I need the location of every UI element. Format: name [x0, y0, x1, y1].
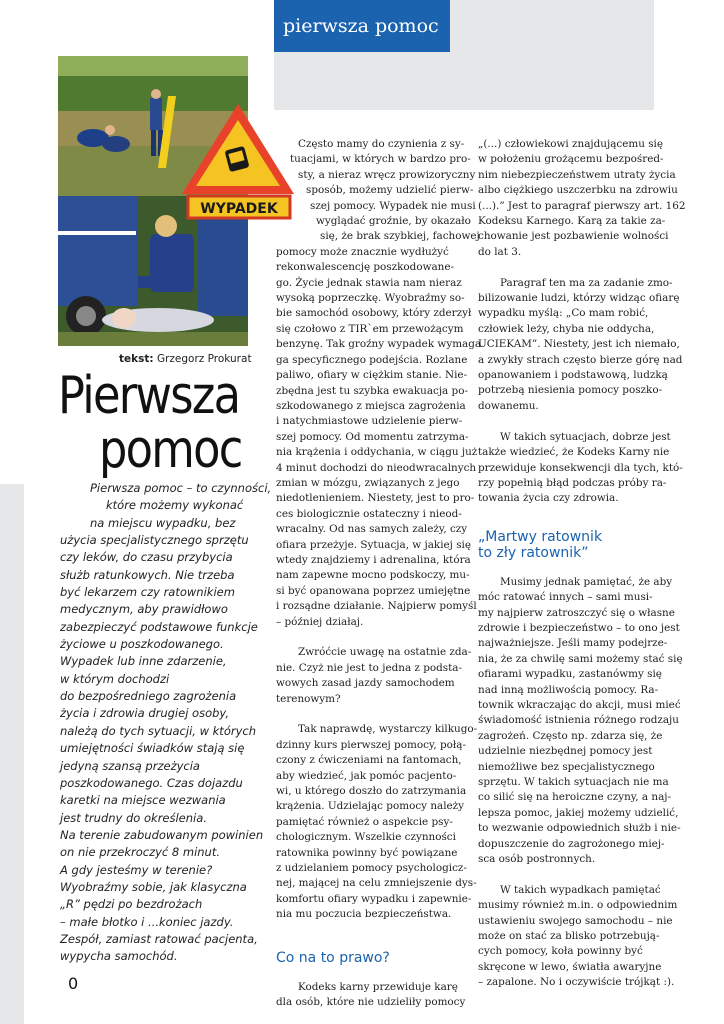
text-line: sposób, możemy udzielić pierw-	[306, 184, 474, 197]
text-line: albo ciężkiego uszczerbku na zdrowiu	[478, 184, 678, 197]
text-line: Paragraf ten ma za zadanie zmo-	[500, 276, 673, 289]
text-line: jest trudny do określenia.	[60, 810, 207, 825]
text-line: musimy również m.in. o odpowiednim	[478, 899, 678, 912]
text-line: zagrożeń. Często np. zdarza się, że	[478, 729, 663, 742]
text-line: go. Życie jednak stawia nam nieraz	[276, 276, 462, 289]
text-line: ustawieniu swojego samochodu – nie	[478, 914, 673, 927]
text-line: świadomość istnienia różnego rodzaju	[478, 714, 679, 727]
col2-paragraph	[276, 137, 482, 630]
text-line: szkodowanego z miejsca zagrożenia	[276, 399, 466, 412]
text-line: wi, u którego doszło do zatrzymania	[276, 785, 467, 798]
text-line: towania życia czy zdrowia.	[478, 492, 619, 505]
subheading-law: Co na to prawo?	[276, 950, 390, 967]
text-line: zmian w mózgu, związanych z jego	[276, 476, 460, 489]
text-line: aby wiedzieć, jak pomóc pacjento-	[276, 769, 457, 782]
text-line: benzynę. Tak groźny wypadek wymaga	[276, 338, 482, 351]
col3-paragraph	[478, 276, 683, 415]
text-line: przewiduje konsekwencji dla tych, któ-	[478, 461, 683, 474]
text-line: – zapalone. No i oczywiście trójkąt :).	[478, 976, 675, 989]
text-line: z udzielaniem pomocy psychologicz-	[276, 862, 467, 875]
col2-paragraph	[276, 980, 466, 1011]
text-line: ga specyficznego podejścia. Rozlane	[276, 353, 468, 366]
text-line: karetki na miejsce wezwania	[60, 793, 226, 808]
text-line: UCIEKAM”. Niestety, jest ich niemało,	[478, 338, 680, 351]
text-line: niemożliwe bez specjalistycznego	[478, 760, 655, 773]
text-line: townik wkraczając do akcji, musi mieć	[478, 698, 681, 711]
text-line: użycia specjalistycznego sprzętu	[60, 533, 249, 548]
text-line: medycznym, aby prawidłowo	[60, 602, 228, 617]
text-line: nej, mającej na celu zmniejszenie dys-	[276, 877, 477, 890]
text-line: Kodeksu Karnego. Karą za takie za-	[478, 215, 666, 228]
text-line: wtedy znajdziemy i adrenalina, która	[276, 553, 471, 566]
text-line: człowiek leży, chyba nie oddycha,	[478, 322, 655, 335]
credit-label: tekst:	[119, 353, 154, 365]
text-line: sprzętu. W takich sytuacjach nie ma	[478, 776, 669, 788]
text-line: Wyobraźmy sobie, jak klasyczna	[60, 879, 247, 894]
left-grey-strip	[0, 484, 24, 1024]
text-line: (...).” Jest to paragraf pierwszy art. 162	[478, 199, 686, 212]
text-line: – małe błotko i ...koniec jazdy.	[60, 914, 234, 929]
text-line: wowych zasad jazdy samochodem	[276, 677, 455, 690]
text-line: nam zapewne mocno podskoczy, mu-	[276, 569, 470, 582]
article-title-line2: pomoc	[99, 420, 242, 480]
text-line: jedyną szansą przeżycia	[60, 758, 200, 773]
text-line: ces biologicznie ostateczny i nieod-	[276, 507, 462, 520]
text-line: należą do tych sytuacji, w których	[60, 723, 256, 738]
text-line: „R” pędzi po bezdrożach	[60, 897, 203, 912]
author-credit	[119, 353, 252, 365]
text-line: ratownika powinny być powiązane	[276, 846, 458, 859]
text-line: do bezpośredniego zagrożenia	[60, 689, 237, 704]
text-line: komfortu ofiary wypadku i zapewnie-	[276, 892, 472, 905]
text-line: i rozsądne działanie. Najpierw pomyśl	[276, 600, 477, 613]
text-line: nia mu poczucia bezpieczeństwa.	[276, 908, 452, 921]
text-line: potrzebą niesienia pomocy poszko-	[478, 384, 663, 397]
text-line: Kodeks karny przewiduje karę	[298, 981, 458, 994]
section-tag: pierwsza pomoc	[274, 0, 450, 52]
text-line: to wezwanie odpowiednich służb i nie-	[478, 822, 681, 835]
text-line: także wiedzieć, że Kodeks Karny nie	[478, 446, 670, 459]
subheading-dead-rescuer	[478, 529, 656, 561]
subheading-line: „Martwy ratownik	[478, 528, 603, 545]
text-line: życia i zdrowia drugiej osoby,	[60, 706, 229, 721]
text-line: się czołowo z TIR`em przewożącym	[276, 322, 464, 335]
text-line: nad inną możliwością pomocy. Ra-	[478, 683, 659, 696]
text-line: nia, że za chwilę sami możemy stać się	[478, 652, 683, 665]
text-line: czy leków, do czasu przybycia	[60, 550, 233, 565]
text-line: wypycha samochód.	[60, 949, 178, 964]
text-line: Wypadek lub inne zdarzenie,	[60, 654, 227, 669]
text-line: nim niebezpieczeństwem utraty życia	[478, 168, 676, 181]
text-line: on nie przekroczyć 8 minut.	[60, 845, 221, 860]
text-line: terenowym?	[276, 692, 341, 705]
text-line: Tak naprawdę, wystarczy kilkugo-	[298, 723, 478, 736]
text-line: niedotlenieniem. Niestety, jest to pro-	[276, 492, 475, 505]
text-line: nia krążenia i oddychania, w ciągu już	[276, 446, 478, 459]
text-line: i natychmiastowe udzielenie pierw-	[276, 415, 463, 428]
col3-paragraph	[478, 883, 678, 991]
text-line: dzinny kurs pierwszej pomocy, połą-	[276, 738, 466, 751]
text-line: pomocy może znacznie wydłużyć	[276, 245, 449, 258]
text-line: paliwo, ofiary w ciężkim stanie. Nie-	[276, 369, 468, 382]
text-line: A gdy jesteśmy w terenie?	[60, 862, 213, 877]
text-line: do lat 3.	[478, 245, 522, 258]
text-line: dowanemu.	[478, 399, 539, 412]
col3-paragraph	[478, 137, 686, 260]
col3-paragraph	[478, 430, 683, 507]
text-line: dopuszczenie do zagrożonego miej-	[478, 837, 665, 850]
text-line: szej pomocy. Wypadek nie musi	[310, 199, 476, 212]
col2-paragraph	[276, 722, 478, 922]
text-line: si być opanowana poprzez umiejętne	[276, 584, 471, 597]
text-line: bilizowanie ludzi, którzy widząc ofiarę	[478, 292, 680, 305]
text-line: na miejscu wypadku, bez	[90, 515, 236, 530]
text-line: zbędna jest tu szybka ewakuacja po-	[276, 384, 468, 397]
text-line: umiejętności świadków stają się	[60, 741, 245, 756]
text-line: chologicznym. Wszelkie czynności	[276, 831, 456, 844]
col3-paragraph	[478, 575, 683, 868]
text-line: zdrowie i bezpieczeństwo – to ono jest	[478, 621, 680, 634]
text-line: Na terenie zabudowanym powinien	[60, 827, 264, 842]
page-number: 0	[68, 974, 79, 993]
text-line: tuacjami, w których w bardzo pro-	[290, 153, 471, 166]
text-line: się, że brak szybkiej, fachowej	[320, 230, 480, 243]
text-line: – później działaj.	[276, 615, 364, 628]
text-line: najważniejsze. Jeśli mamy podejrze-	[478, 637, 668, 650]
text-line: rzy popełnią błąd podczas próby ra-	[478, 476, 667, 489]
text-line: cych pomocy, koła powinny być	[478, 945, 643, 958]
text-line: w którym dochodzi	[60, 671, 170, 686]
text-line: móc ratować innych – sami musi-	[478, 591, 653, 604]
text-line: a zwykły strach często bierze górę nad	[478, 353, 683, 366]
text-line: wysoką poprzeczkę. Wyobraźmy so-	[276, 292, 465, 305]
text-line: wyglądać groźnie, by okazało	[316, 215, 471, 228]
text-line: być lekarzem czy ratownikiem	[60, 585, 235, 600]
text-line: W takich wypadkach pamiętać	[500, 883, 661, 896]
text-line: sty, a nieraz wręcz prowizoryczny	[298, 168, 476, 181]
text-line: „(...) człowiekowi znajdującemu się	[478, 138, 664, 150]
text-line: bie samochód osobowy, który zderzył	[276, 307, 472, 320]
article-title-line1: Pierwsza	[58, 366, 240, 426]
text-line: służb ratunkowych. Nie trzeba	[60, 567, 235, 582]
text-line: zabezpieczyć podstawowe funkcje	[60, 619, 258, 634]
text-line: dla osób, które nie udzieliły pomocy	[276, 996, 466, 1009]
text-line: opanowaniem i podstawową, ludzką	[478, 369, 668, 382]
warning-sign-text: WYPADEK	[200, 201, 278, 217]
text-line: udzielnie niezbędnej pomocy jest	[478, 745, 653, 758]
text-line: wypadku myślą: „Co mam robić,	[478, 307, 649, 320]
text-line: może on stać za blisko potrzebują-	[478, 930, 660, 943]
subheading-line: to zły ratownik”	[478, 544, 589, 561]
text-line: co silić się na heroiczne czyny, a naj-	[478, 791, 671, 804]
text-line: krążenia. Udzielając pomocy należy	[276, 800, 465, 813]
article-column-2	[276, 137, 482, 1011]
text-line: w położeniu grożącemu bezpośred-	[478, 153, 664, 166]
text-line: Musimy jednak pamiętać, że aby	[500, 575, 673, 588]
text-line: 4 minut dochodzi do nieodwracalnych	[276, 461, 477, 474]
text-line: wracalny. Od nas samych zależy, czy	[276, 523, 468, 536]
text-line: pamiętać również o aspekcie psy-	[276, 815, 453, 828]
text-line: sca osób postronnych.	[478, 853, 596, 866]
text-line: szej pomocy. Od momentu zatrzyma-	[276, 430, 469, 443]
article-column-3	[478, 137, 686, 991]
text-line: ofiarami wypadku, zastanówmy się	[478, 668, 662, 681]
lead-paragraph	[60, 480, 272, 966]
text-line: lepsza pomoc, jakiej możemy udzielić,	[478, 806, 679, 819]
text-line: ofiara przeżyje. Sytuacja, w jakiej się	[276, 538, 472, 551]
text-line: W takich sytuacjach, dobrze jest	[500, 430, 671, 443]
text-line: które możemy wykonać	[106, 498, 244, 513]
text-line: Często mamy do czynienia z sy-	[298, 138, 465, 150]
text-line: czony z ćwiczeniami na fantomach,	[276, 754, 462, 767]
text-line: życiowe u poszkodowanego.	[60, 637, 224, 652]
text-line: Pierwsza pomoc – to czynności,	[90, 481, 272, 495]
text-line: nie. Czyż nie jest to jedna z podsta-	[276, 661, 462, 674]
text-line: rekonwalescencję poszkodowane-	[276, 261, 455, 274]
text-line: my najpierw zatroszczyć się o własne	[478, 606, 675, 619]
text-line: poszkodowanego. Czas dojazdu	[60, 775, 243, 790]
text-line: Zwróćcie uwagę na ostatnie zda-	[298, 646, 472, 659]
text-line: Zespół, zamiast ratować pacjenta,	[60, 931, 258, 946]
col2-paragraph	[276, 645, 472, 707]
author-name: Grzegorz Prokurat	[156, 353, 252, 365]
text-line: chowanie jest pozbawienie wolności	[478, 230, 669, 243]
text-line: skręcone w lewo, światła awaryjne	[478, 960, 662, 973]
